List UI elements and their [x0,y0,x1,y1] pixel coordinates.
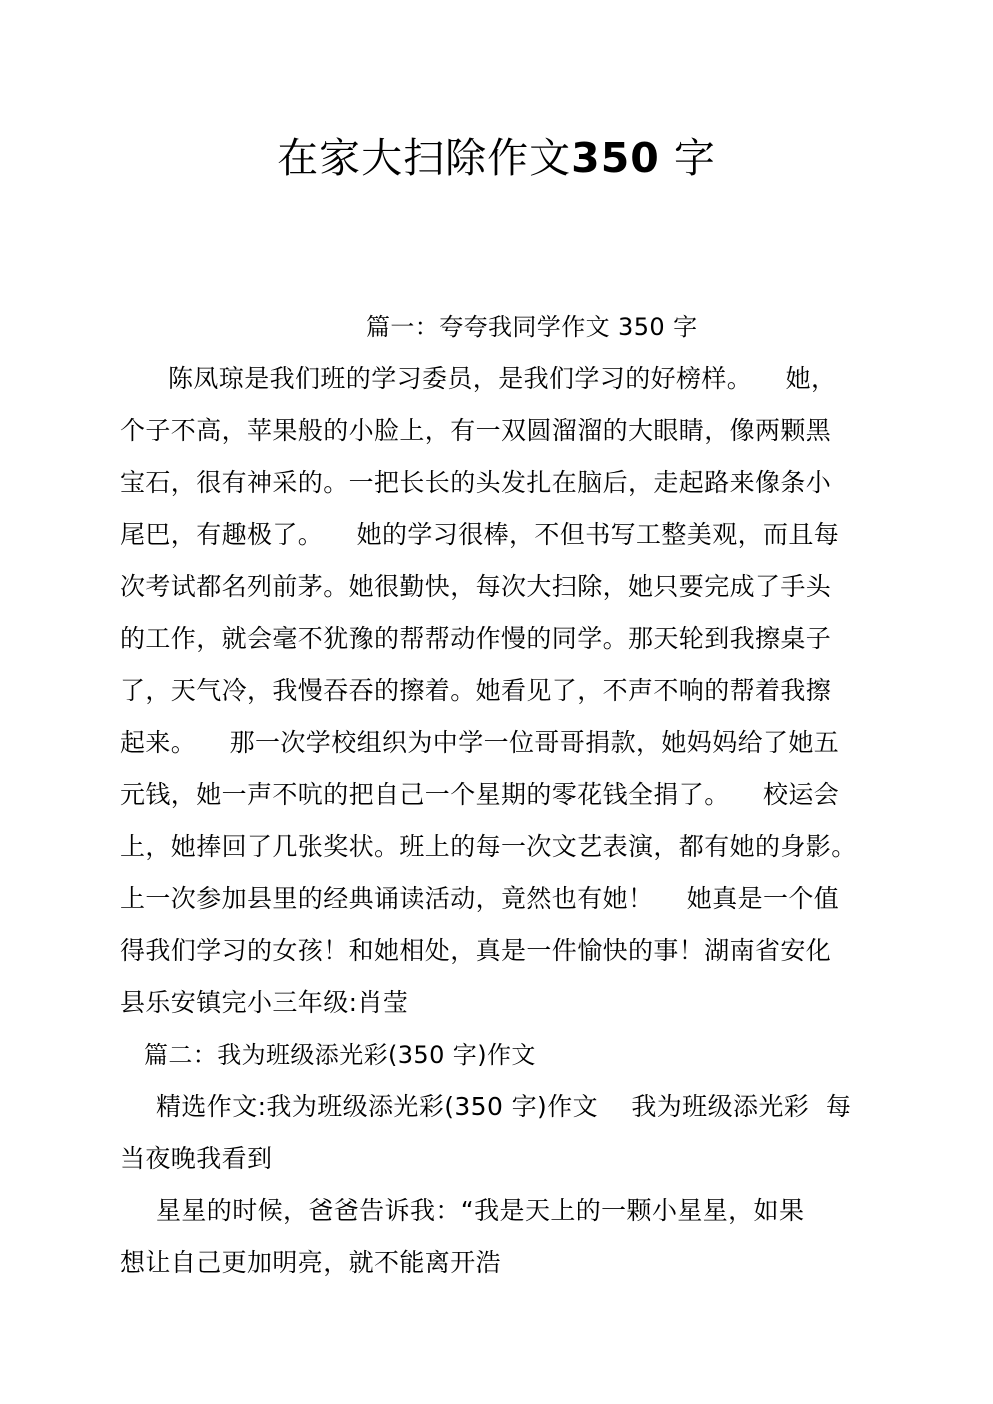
section-one-line-2: 个子不高，苹果般的小脸上，有一双圆溜溜的大眼睛，像两颗黑 [120,416,832,445]
section-one-line-9: 元钱，她一声不吭的把自己一个星期的零花钱全捐了。 校运会 [120,780,840,809]
section-one-line-6: 的工作，就会毫不犹豫的帮帮动作慢的同学。那天轮到我擦桌子 [120,624,832,653]
section-two-heading: 篇二：我为班级添光彩(350 字)作文 [144,1041,536,1069]
section-two-line-1: 精选作文:我为班级添光彩(350 字)作文 我为班级添光彩 每 [156,1092,852,1121]
section-one-line-5: 次考试都名列前茅。她很勤快，每次大扫除，她只要完成了手头 [120,572,832,601]
title-text-after: 字 [673,134,716,182]
section-one-line-11: 上一次参加县里的经典诵读活动，竟然也有她！ 她真是一个值 [120,884,840,913]
section-one-line-3: 宝石，很有神采的。一把长长的头发扎在脑后，走起路来像条小 [120,468,832,497]
title-number: 350 [571,134,660,182]
section-one-heading: 篇一：夸夸我同学作文 350 字 [366,313,698,341]
section-one-line-12: 得我们学习的女孩！和她相处，真是一件愉快的事！湖南省安化 [120,936,832,965]
title-text-before: 在家大扫除作文 [277,134,572,182]
section-one-line-7: 了，天气冷，我慢吞吞的擦着。她看见了，不声不响的帮着我擦 [120,676,832,705]
section-two-line-3: 星星的时候，爸爸告诉我：“我是天上的一颗小星星，如果 [156,1196,805,1225]
document-title [0,128,993,188]
section-one-line-13: 县乐安镇完小三年级:肖莹 [120,988,409,1017]
section-one-line-8: 起来。 那一次学校组织为中学一位哥哥捐款，她妈妈给了她五 [120,728,840,757]
section-one-line-1: 陈凤琼是我们班的学习委员，是我们学习的好榜样。 她， [168,364,837,393]
section-two-line-2: 当夜晚我看到 [120,1144,273,1173]
section-one-line-4: 尾巴，有趣极了。 她的学习很棒，不但书写工整美观，而且每 [120,520,840,549]
section-one-line-10: 上，她捧回了几张奖状。班上的每一次文艺表演，都有她的身影。 [120,832,857,861]
section-two-line-4: 想让自己更加明亮，就不能离开浩 [120,1248,502,1277]
